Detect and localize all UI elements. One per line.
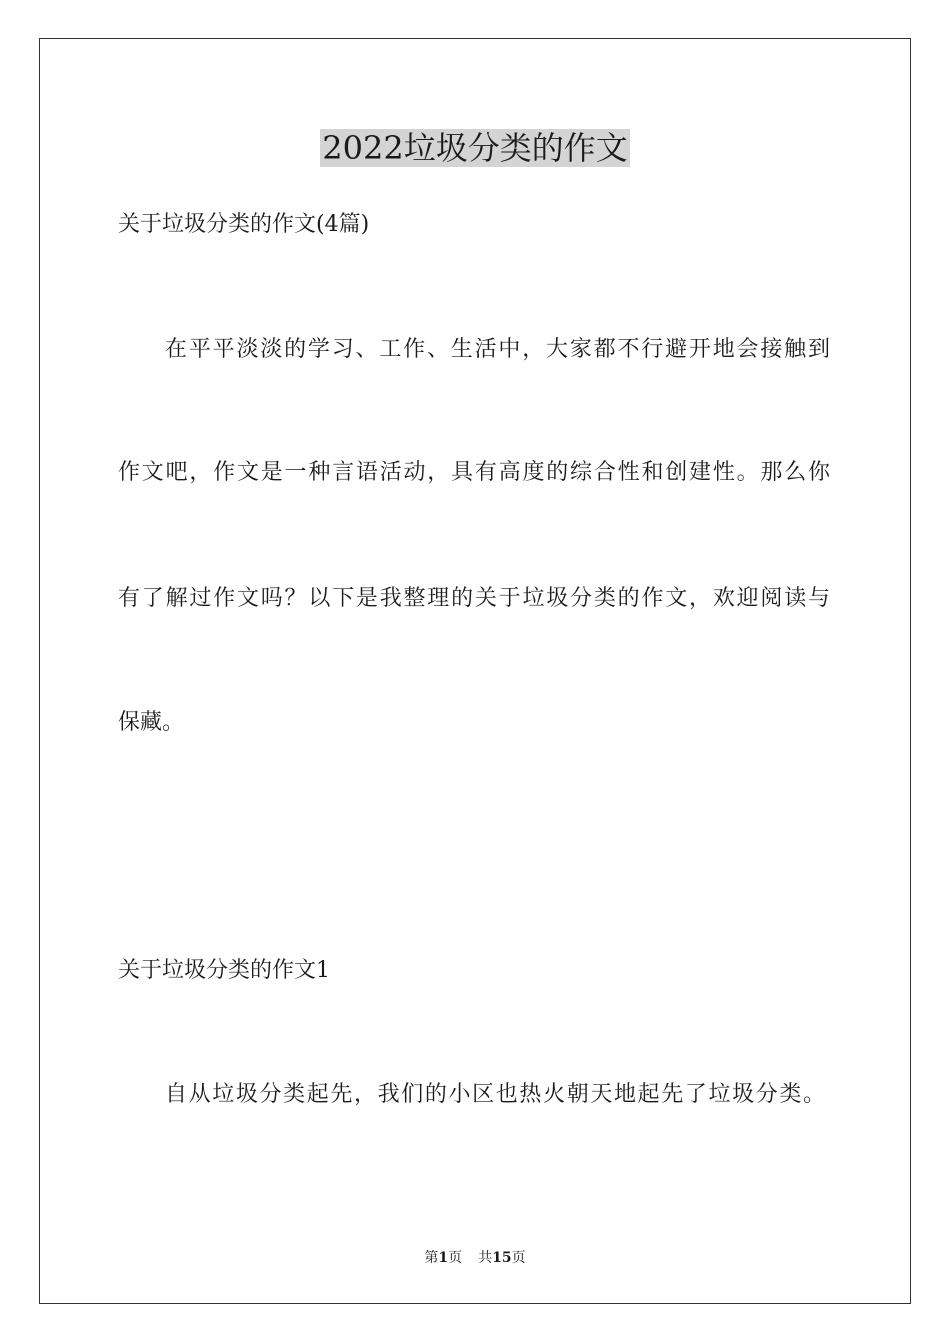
section-heading: 关于垃圾分类的作文1 <box>118 958 330 983</box>
page-footer <box>0 1248 950 1268</box>
document-subtitle: 关于垃圾分类的作文(4篇) <box>118 212 370 237</box>
page-prefix: 第 <box>424 1250 439 1266</box>
intro-line-1: 在平平淡淡的学习、工作、生活中，大家都不行避开地会接触到 <box>165 337 830 362</box>
section-first-line: 自从垃圾分类起先，我们的小区也热火朝天地起先了垃圾分类。 <box>165 1082 825 1107</box>
total-prefix: 共 <box>478 1250 493 1266</box>
total-suffix: 页 <box>511 1250 526 1266</box>
intro-line-2: 作文吧，作文是一种言语活动，具有高度的综合性和创建性。那么你 <box>118 460 830 485</box>
document-title <box>0 126 950 170</box>
intro-line-3: 有了解过作文吗？以下是我整理的关于垃圾分类的作文，欢迎阅读与 <box>118 586 830 611</box>
page-suffix: 页 <box>448 1250 463 1266</box>
document-title-text: 2022垃圾分类的作文 <box>322 129 628 167</box>
page-number: 1 <box>438 1250 449 1266</box>
total-pages: 15 <box>492 1250 512 1266</box>
intro-line-4: 保藏。 <box>118 710 185 735</box>
